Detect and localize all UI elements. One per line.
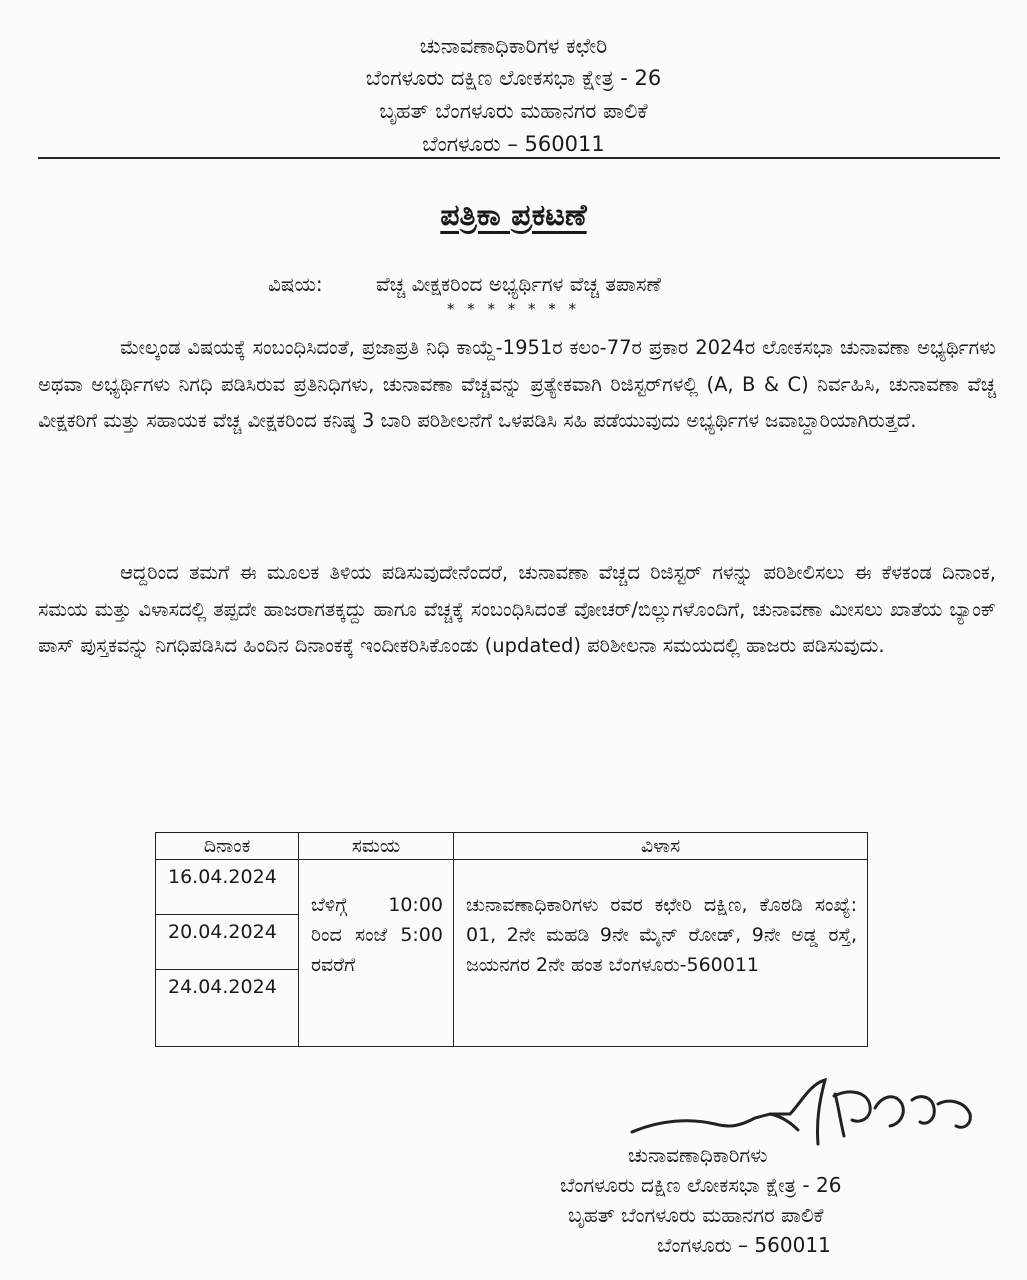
separator-stars: * * * * * * * <box>446 300 581 318</box>
subject-label: ವಿಷಯ: <box>268 272 323 296</box>
date-cell: 16.04.2024 <box>156 860 299 915</box>
body-paragraph-1: ಮೇಲ್ಕಂಡ ವಿಷಯಕ್ಕೆ ಸಂಬಂಧಿಸಿದಂತೆ, ಪ್ರಜಾಪ್ರತಿ ನಿಧಿ ಕಾಯ್ದೆ-1951ರ ಕಲಂ-77ರ ಪ್ರಕಾರ 2024ರ ಲೋಕಸಭಾ ಚುನಾವಣಾ ಅಭ್ಯರ್ಥಿಗಳು ಅಥವಾ ಅಭ್ಯರ್ಥಿಗಳು ನಿಗಧಿ ಪಡಿಸಿರುವ ಪ್ರತಿನಿಧಿಗಳು, ಚುನಾವಣಾ ವೆಚ್ಚವನ್ನು ಪ್ರತ್ಯೇಕವಾಗಿ ರಿಜಿಸ್ಟರ್‌ಗಳಲ್ಲಿ (A, B & C) ನಿರ್ವಹಿಸಿ, ಚುನಾವಣಾ ವೆಚ್ಚ ವೀಕ್ಷಕರಿಗೆ ಮತ್ತು ಸಹಾಯಕ ವೆಚ್ಚ ವೀಕ್ಷಕರಿಂದ ಕನಿಷ್ಠ 3 ಬಾರಿ ಪರಿಶೀಲನೆಗೆ ಒಳಪಡಿಸಿ ಸಹಿ ಪಡೆಯುವುದು ಅಭ್ಯರ್ಥಿಗಳ ಜವಾಬ್ದಾರಿಯಾಗಿರುತ್ತದೆ. <box>38 336 996 432</box>
signatory-corporation: ಬೃಹತ್ ಬೆಂಗಳೂರು ಮಹಾನಗರ ಪಾಲಿಕೆ <box>568 1203 824 1227</box>
signature-graphic <box>620 1074 1000 1154</box>
signatory-constituency: ಬೆಂಗಳೂರು ದಕ್ಷಿಣ ಲೋಕಸಭಾ ಕ್ಷೇತ್ರ - 26 <box>560 1173 842 1197</box>
corporation-name: ಬೃಹತ್ ಬೆಂಗಳೂರು ಮಹಾನಗರ ಪಾಲಿಕೆ <box>379 99 648 123</box>
time-column-header: ಸಮಯ <box>299 833 454 860</box>
table-header-row <box>156 833 868 860</box>
header-divider <box>38 157 1000 159</box>
date-cell: 20.04.2024 <box>156 915 299 970</box>
page-title: ಪತ್ರಿಕಾ ಪ್ರಕಟಣೆ <box>440 198 587 233</box>
subject-line <box>268 272 661 296</box>
body-paragraph-2: ಆದ್ದರಿಂದ ತಮಗೆ ಈ ಮೂಲಕ ತಿಳಿಯ ಪಡಿಸುವುದೇನೆಂದರೆ, ಚುನಾವಣಾ ವೆಚ್ಚದ ರಿಜಿಸ್ಟರ್ ಗಳನ್ನು ಪರಿಶೀಲಿಸಲು ಈ ಕೆಳಕಂಡ ದಿನಾಂಕ, ಸಮಯ ಮತ್ತು ವಿಳಾಸದಲ್ಲಿ ತಪ್ಪದೇ ಹಾಜರಾಗತಕ್ಕದ್ದು ಹಾಗೂ ವೆಚ್ಚಕ್ಕೆ ಸಂಬಂಧಿಸಿದಂತೆ ವೋಚರ್/ಬಿಲ್ಲುಗಳೊಂದಿಗೆ, ಚುನಾವಣಾ ಮೀಸಲು ಖಾತೆಯ ಬ್ಯಾಂಕ್ ಪಾಸ್ ಪುಸ್ತಕವನ್ನು ನಿಗಧಿಪಡಿಸಿದ ಹಿಂದಿನ ದಿನಾಂಕಕ್ಕೆ ಇಂದೀಕರಿಸಿಕೊಂಡು (updated) ಪರಿಶೀಲನಾ ಸಮಯದಲ್ಲಿ ಹಾಜರು ಪಡಿಸುವುದು. <box>38 561 996 657</box>
subject-text: ವೆಚ್ಚ ವೀಕ್ಷಕರಿಂದ ಅಭ್ಯರ್ಥಿಗಳ ವೆಚ್ಚ ತಪಾಸಣೆ <box>376 272 662 296</box>
address-column-header: ವಿಳಾಸ <box>454 833 868 860</box>
date-cell: 24.04.2024 <box>156 970 299 1047</box>
address-cell: ಚುನಾವಣಾಧಿಕಾರಿಗಳು ರವರ ಕಛೇರಿ ದಕ್ಷಿಣ, ಕೊಠಡಿ ಸಂಖ್ಯೆ: 01, 2ನೇ ಮಹಡಿ 9ನೇ ಮೈನ್ ರೋಡ್, 9ನೇ ಅಡ್ಡ ರಸ್ತೆ, ಜಯನಗರ 2ನೇ ಹಂತ ಬೆಂಗಳೂರು-560011 <box>454 860 868 1047</box>
office-name: ಚುನಾವಣಾಧಿಕಾರಿಗಳ ಕಛೇರಿ <box>419 34 608 58</box>
time-cell: ಬೆಳಿಗ್ಗೆ 10:00 ರಿಂದ ಸಂಜೆ 5:00 ರವರೆಗೆ <box>299 860 454 1047</box>
handwritten-signature <box>620 1074 1000 1154</box>
date-column-header: ದಿನಾಂಕ <box>156 833 299 860</box>
signatory-designation: ಚುನಾವಣಾಧಿಕಾರಿಗಳು <box>628 1143 768 1167</box>
schedule-table <box>155 832 868 1047</box>
constituency-name: ಬೆಂಗಳೂರು ದಕ್ಷಿಣ ಲೋಕಸಭಾ ಕ್ಷೇತ್ರ - 26 <box>365 66 662 90</box>
city-pincode: ಬೆಂಗಳೂರು – 560011 <box>422 132 605 156</box>
table-row <box>156 860 868 915</box>
signatory-city: ಬೆಂಗಳೂರು – 560011 <box>657 1233 831 1257</box>
